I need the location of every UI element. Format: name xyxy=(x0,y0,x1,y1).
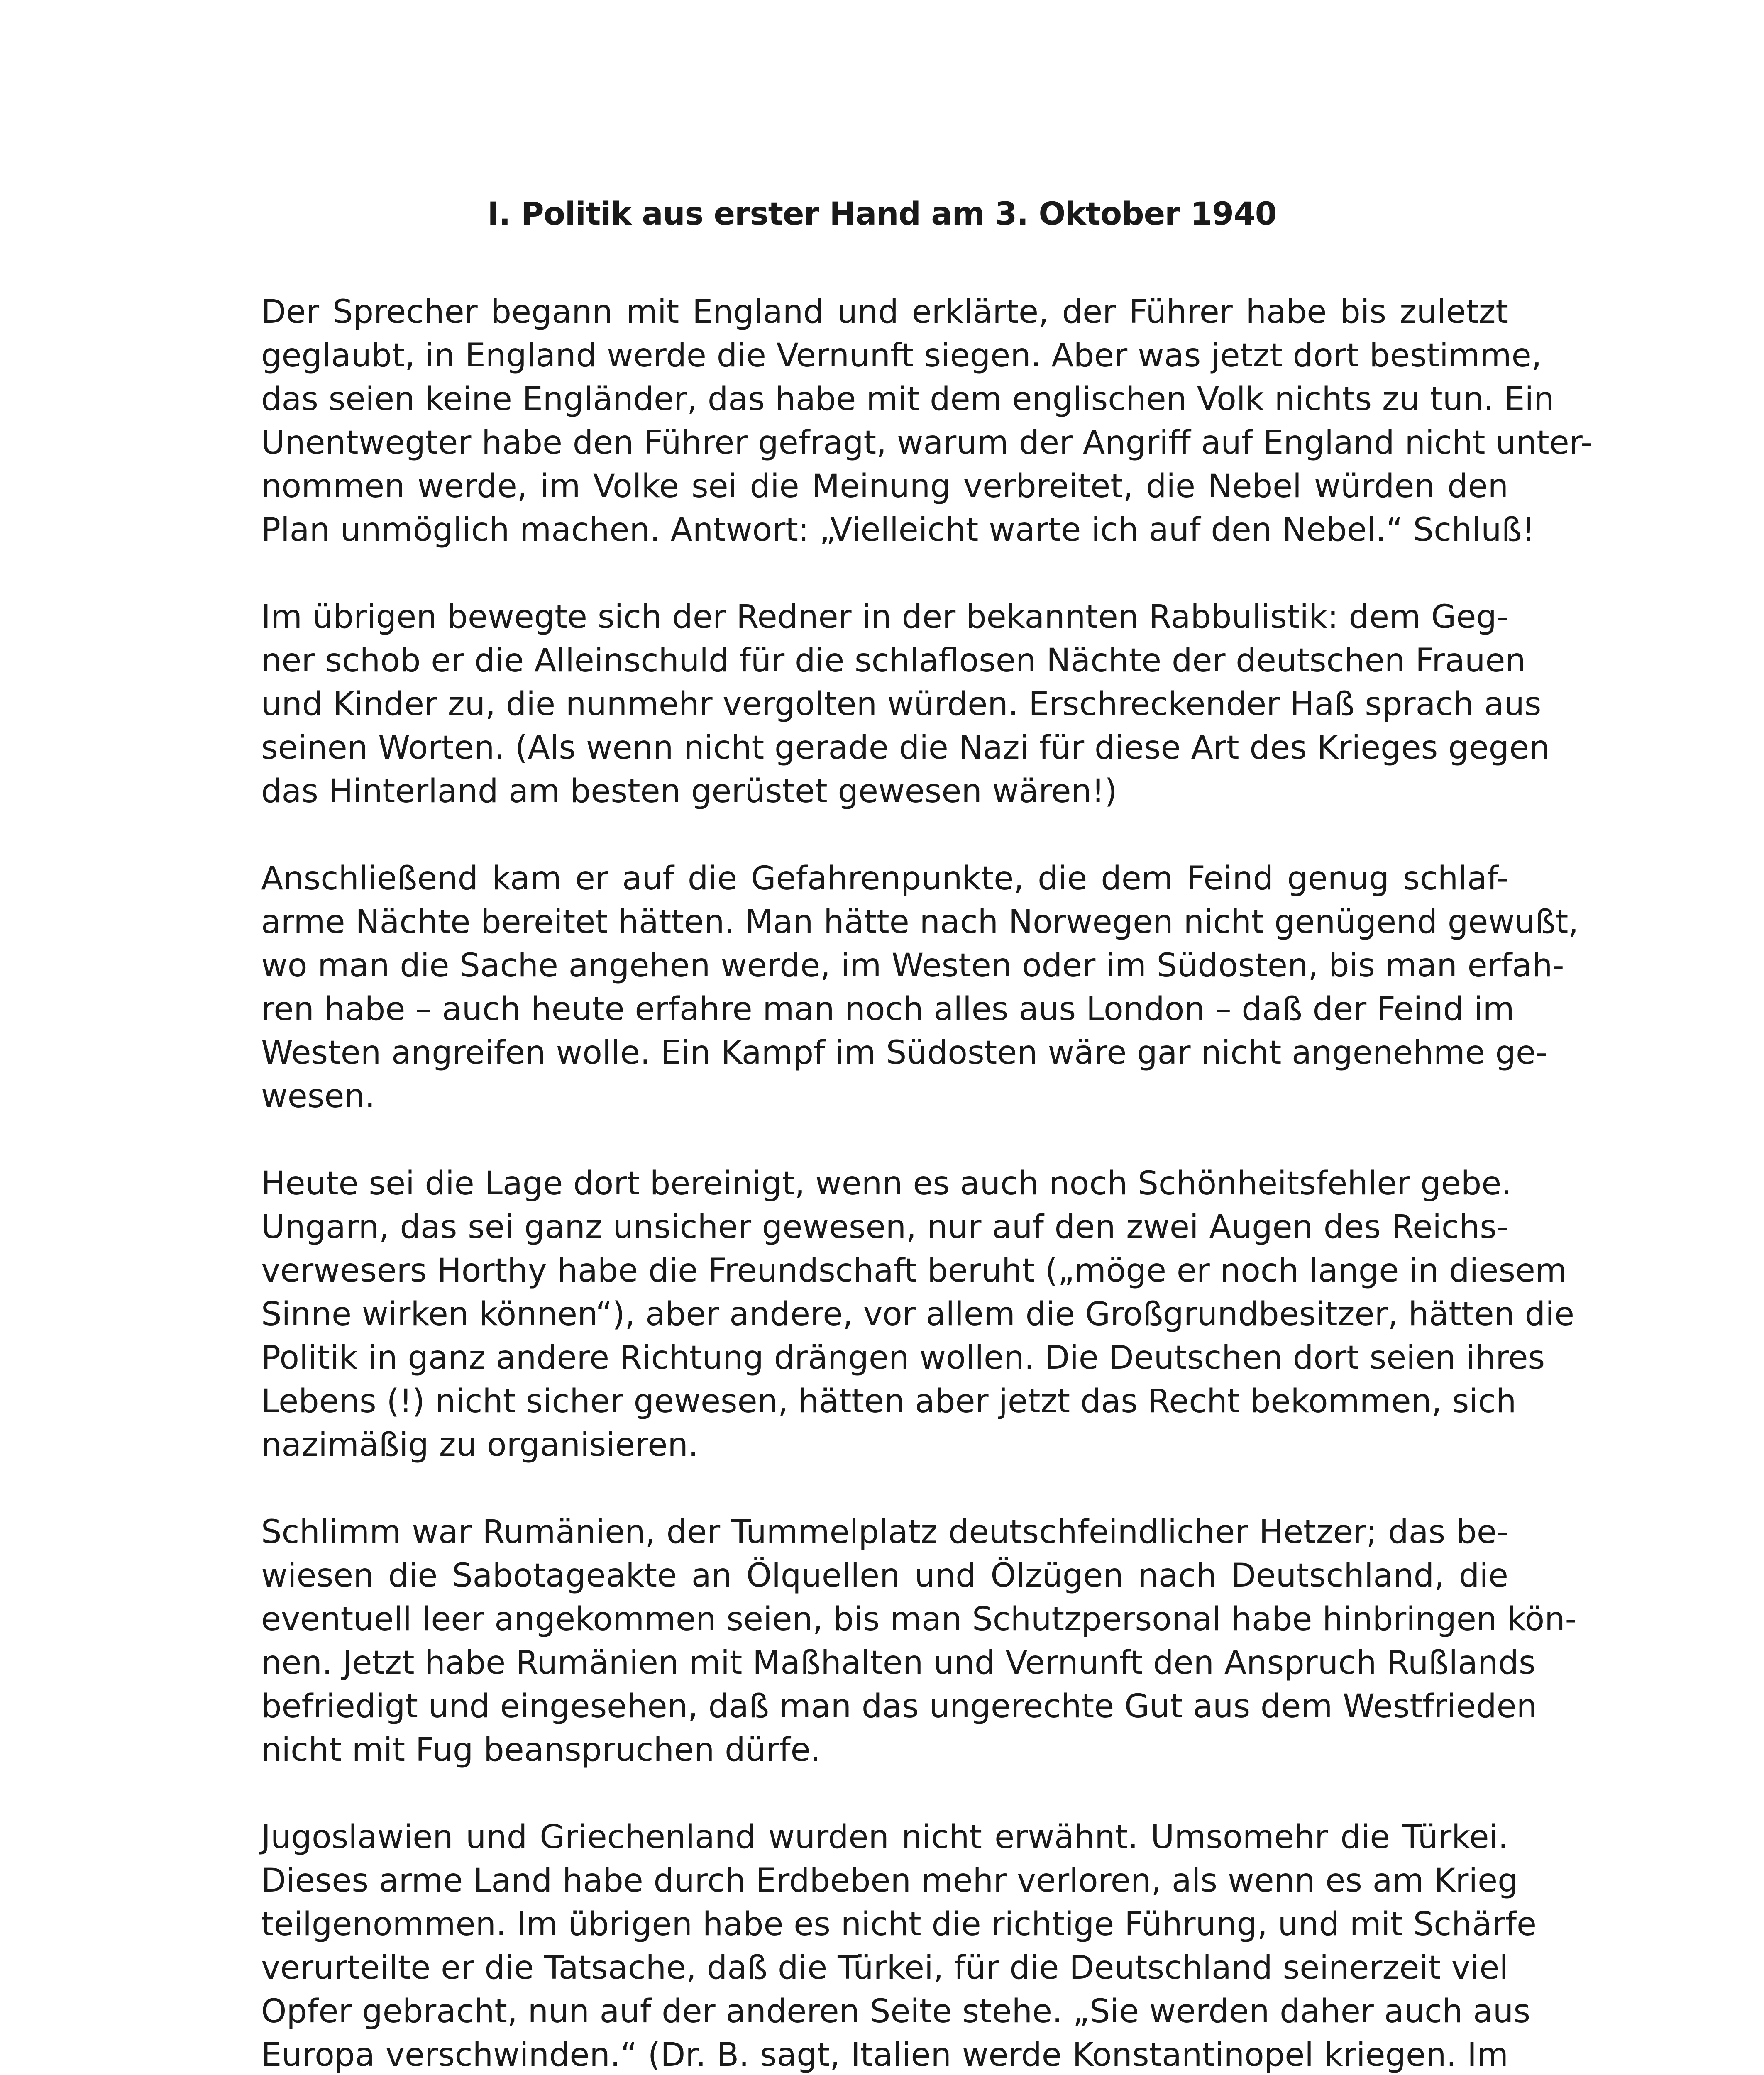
paragraph-gap xyxy=(261,813,1508,857)
text-line: ner schob er die Alleinschuld für die schlaflosen Nächte der deutschen Frauen xyxy=(261,642,1526,679)
text-line: Opfer gebracht, nun auf der anderen Seite stehe. „Sie werden daher auch aus xyxy=(261,1993,1530,2030)
text-line: Westen angreifen wolle. Ein Kampf im Südosten wäre gar nicht angenehme ge- xyxy=(261,1034,1548,1072)
text-line: Im übrigen bewegte sich der Redner in der bekannten Rabbulistik: dem Geg- xyxy=(261,598,1508,636)
paragraph xyxy=(261,1511,1577,1772)
text-line: verurteilte er die Tatsache, daß die Türkei, für die Deutschland seinerzeit viel xyxy=(261,1949,1508,1987)
text-line: Der Sprecher begann mit England und erklärte, der Führer habe bis zuletzt xyxy=(261,293,1508,331)
text-line: geglaubt, in England werde die Vernunft siegen. Aber was jetzt dort bestimme, xyxy=(261,337,1542,374)
paragraph xyxy=(261,1816,1537,2075)
text-line: befriedigt und eingesehen, daß man das ungerechte Gut aus dem Westfrieden xyxy=(261,1688,1537,1725)
text-line: Schlimm war Rumänien, der Tummelplatz deutschfeindlicher Hetzer; das be- xyxy=(261,1514,1508,1551)
paragraph xyxy=(261,857,1579,1118)
text-line: Politik in ganz andere Richtung drängen wollen. Die Deutschen dort seien ihres xyxy=(261,1339,1545,1377)
paragraph-gap xyxy=(261,1772,1508,1816)
text-line: Unentwegter habe den Führer gefragt, warum der Angriff auf England nicht unter- xyxy=(261,424,1592,461)
text-line: wesen. xyxy=(261,1078,375,1115)
paragraph xyxy=(261,290,1592,552)
text-line: nicht mit Fug beanspruchen dürfe. xyxy=(261,1731,821,1769)
text-line: nommen werde, im Volke sei die Meinung verbreitet, die Nebel würden den xyxy=(261,468,1508,505)
text-line: teilgenommen. Im übrigen habe es nicht die richtige Führung, und mit Schärfe xyxy=(261,1906,1537,1943)
text-line: Plan unmöglich machen. Antwort: „Vielleicht warte ich auf den Nebel.“ Schluß! xyxy=(261,511,1535,549)
text-line: das seien keine Engländer, das habe mit dem englischen Volk nichts zu tun. Ein xyxy=(261,381,1554,418)
paragraph xyxy=(261,1162,1574,1467)
body-text xyxy=(261,290,1592,2075)
text-line: Lebens (!) nicht sicher gewesen, hätten aber jetzt das Recht bekommen, sich xyxy=(261,1383,1517,1420)
text-line: Dieses arme Land habe durch Erdbeben mehr verloren, als wenn es am Krieg xyxy=(261,1862,1518,1899)
text-line: Europa verschwinden.“ (Dr. B. sagt, Italien werde Konstantinopel kriegen. Im xyxy=(261,2036,1508,2074)
text-line: Heute sei die Lage dort bereinigt, wenn es auch noch Schönheitsfehler gebe. xyxy=(261,1165,1512,1202)
text-line: Jugoslawien und Griechenland wurden nicht erwähnt. Umsomehr die Türkei. xyxy=(261,1819,1508,1856)
text-line: nazimäßig zu organisieren. xyxy=(261,1426,699,1464)
paragraph-gap xyxy=(261,1118,1508,1162)
text-line: seinen Worten. (Als wenn nicht gerade die Nazi für diese Art des Krieges gegen xyxy=(261,729,1550,767)
page-title: I. Politik aus erster Hand am 3. Oktober 1940 xyxy=(487,195,1277,232)
paragraph-gap xyxy=(261,552,1508,596)
text-line: wiesen die Sabotageakte an Ölquellen und Ölzügen nach Deutschland, die xyxy=(261,1557,1508,1594)
text-line: eventuell leer angekommen seien, bis man Schutzpersonal habe hinbringen kön- xyxy=(261,1601,1577,1638)
text-line: nen. Jetzt habe Rumänien mit Maßhalten und Vernunft den Anspruch Rußlands xyxy=(261,1644,1536,1682)
text-line: ren habe – auch heute erfahre man noch alles aus London – daß der Feind im xyxy=(261,991,1515,1028)
text-line: Ungarn, das sei ganz unsicher gewesen, nur auf den zwei Augen des Reichs- xyxy=(261,1208,1508,1246)
paragraph-gap xyxy=(261,1467,1508,1511)
text-line: Sinne wirken können“), aber andere, vor allem die Großgrundbesitzer, hätten die xyxy=(261,1296,1574,1333)
paragraph xyxy=(261,596,1550,813)
text-line: Anschließend kam er auf die Gefahrenpunkte, die dem Feind genug schlaf- xyxy=(261,860,1508,897)
text-line: und Kinder zu, die nunmehr vergolten würden. Erschreckender Haß sprach aus xyxy=(261,686,1542,723)
text-line: wo man die Sache angehen werde, im Westen oder im Südosten, bis man erfah- xyxy=(261,947,1564,984)
text-line: das Hinterland am besten gerüstet gewesen wären!) xyxy=(261,773,1117,810)
text-line: arme Nächte bereitet hätten. Man hätte nach Norwegen nicht genügend gewußt, xyxy=(261,903,1579,941)
text-line: verwesers Horthy habe die Freundschaft beruht („möge er noch lange in diesem xyxy=(261,1252,1567,1289)
